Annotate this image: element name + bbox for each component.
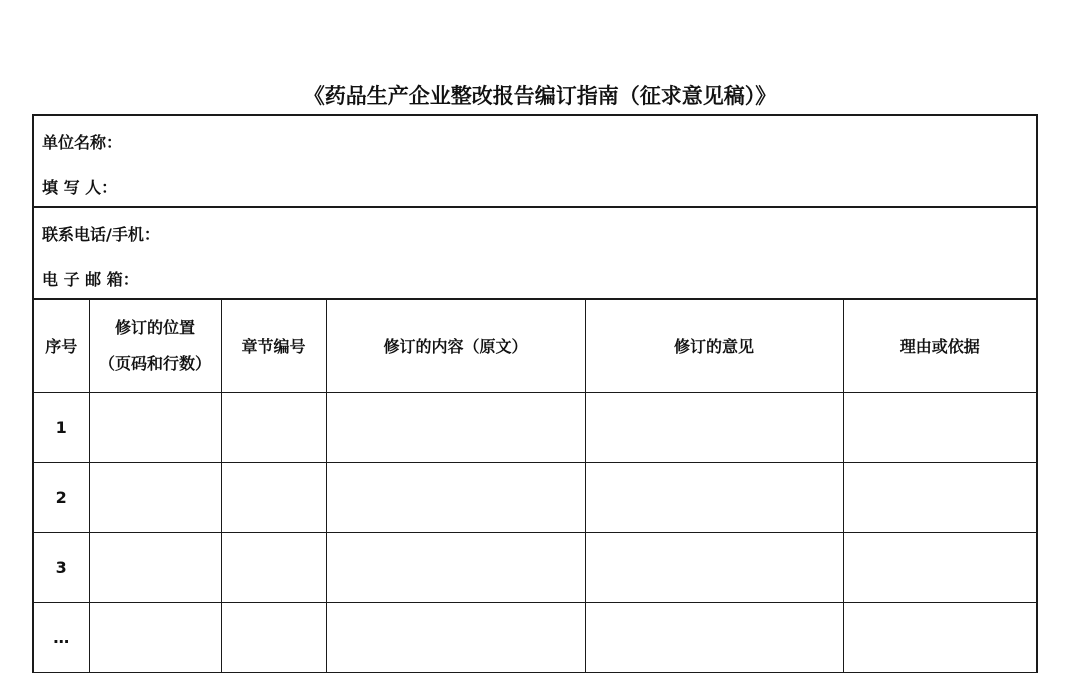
table-row [34,602,1036,672]
header-reason: 理由或依据 [843,300,1036,392]
cell-opinion[interactable] [585,392,843,462]
cell-content[interactable] [326,602,585,672]
unit-info-section [34,116,1036,208]
document-title: 《药品生产企业整改报告编订指南（征求意见稿）》 [303,84,777,108]
header-position [89,300,221,392]
feedback-form [32,114,1038,673]
unit-name-label: 单位名称： [42,133,123,152]
cell-reason[interactable] [843,532,1036,602]
cell-reason[interactable] [843,462,1036,532]
header-opinion: 修订的意见 [585,300,843,392]
cell-chapter[interactable] [221,392,326,462]
row-index: 1 [34,392,89,462]
email-label: 电 子 邮 箱： [42,270,139,289]
cell-content[interactable] [326,392,585,462]
header-position-line2: （页码和行数） [98,353,211,373]
cell-position[interactable] [89,602,221,672]
table-header-row [34,300,1036,392]
row-index: 2 [34,462,89,532]
revision-table [34,300,1036,673]
filler-label: 填 写 人： [42,178,118,197]
cell-opinion[interactable] [585,602,843,672]
contact-info-section [34,208,1036,300]
cell-opinion[interactable] [585,532,843,602]
row-index: 3 [34,532,89,602]
header-index: 序号 [34,300,89,392]
header-content: 修订的内容（原文） [326,300,585,392]
cell-position[interactable] [89,392,221,462]
cell-chapter[interactable] [221,532,326,602]
table-row [34,462,1036,532]
cell-content[interactable] [326,462,585,532]
cell-position[interactable] [89,462,221,532]
cell-content[interactable] [326,532,585,602]
cell-chapter[interactable] [221,462,326,532]
table-row [34,392,1036,462]
cell-position[interactable] [89,532,221,602]
cell-chapter[interactable] [221,602,326,672]
header-position-line1: 修订的位置 [114,317,195,337]
header-chapter: 章节编号 [221,300,326,392]
table-row [34,532,1036,602]
row-index: … [34,602,89,672]
cell-reason[interactable] [843,602,1036,672]
cell-reason[interactable] [843,392,1036,462]
cell-opinion[interactable] [585,462,843,532]
phone-label: 联系电话/手机： [42,225,160,244]
